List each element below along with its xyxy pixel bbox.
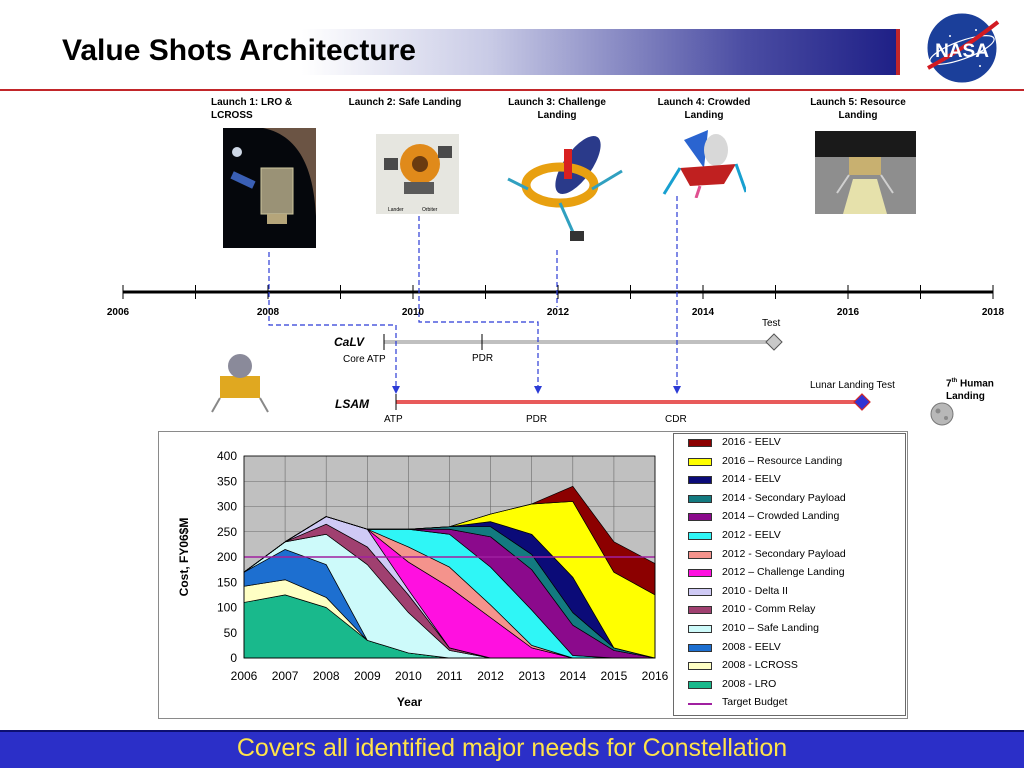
lsam-lander-icon bbox=[212, 354, 268, 412]
lsam-cdr-label: CDR bbox=[665, 414, 687, 425]
lsam-label: LSAM bbox=[335, 397, 369, 411]
legend-label: 2010 – Safe Landing bbox=[722, 622, 819, 634]
timeline-year-label: 2014 bbox=[691, 307, 715, 318]
legend-item bbox=[686, 454, 908, 472]
legend-item bbox=[686, 565, 908, 583]
legend-label: 2016 - EELV bbox=[722, 436, 781, 448]
nasa-logo-text: NASA bbox=[935, 41, 989, 62]
legend-item bbox=[686, 658, 908, 676]
legend-swatch bbox=[688, 458, 712, 466]
lsam-atp-label: ATP bbox=[384, 414, 403, 425]
legend-label: 2014 - EELV bbox=[722, 473, 781, 486]
legend-swatch bbox=[688, 606, 712, 614]
legend-item bbox=[686, 491, 908, 509]
calv-label: CaLV bbox=[334, 335, 365, 349]
timeline-year-label: 2008 bbox=[256, 307, 280, 318]
connector-arrowheads bbox=[392, 386, 681, 394]
y-tick-label: 300 bbox=[216, 499, 237, 514]
x-tick-label: 2015 bbox=[600, 669, 628, 683]
legend-swatch bbox=[688, 588, 712, 596]
y-tick-label: 0 bbox=[230, 651, 237, 665]
lsam-pdr-label: PDR bbox=[526, 414, 548, 425]
legend-swatch bbox=[688, 703, 712, 705]
legend-item bbox=[686, 602, 908, 620]
lsam-lunar-landing-test-label: Lunar Landing Test bbox=[810, 380, 895, 391]
launch-3-label: Launch 3: Challenge Landing bbox=[508, 97, 606, 121]
launch-1-label: Launch 1: LRO & LCROSS bbox=[211, 97, 293, 121]
y-tick-label: 250 bbox=[216, 524, 237, 539]
legend-swatch bbox=[688, 625, 712, 633]
connector-launch1-atp bbox=[269, 252, 396, 386]
legend-item bbox=[686, 509, 908, 527]
y-tick-label: 100 bbox=[216, 600, 237, 615]
legend-item bbox=[686, 640, 908, 658]
y-tick-label: 200 bbox=[216, 550, 237, 564]
legend-label: 2008 - EELV bbox=[722, 640, 781, 653]
calv-pdr-label: PDR bbox=[472, 353, 494, 364]
calv-test-diamond bbox=[766, 334, 782, 350]
caption-orbiter: Orbiter bbox=[422, 207, 438, 213]
human-landing-label bbox=[946, 375, 1016, 403]
caption-lander: Lander bbox=[388, 207, 404, 213]
calv-test-label: Test bbox=[762, 318, 781, 329]
legend-swatch bbox=[688, 569, 712, 577]
legend-label: 2016 – Resource Landing bbox=[722, 454, 843, 467]
y-tick-label: 400 bbox=[216, 449, 237, 463]
legend-swatch bbox=[688, 513, 712, 521]
legend-label: 2012 - EELV bbox=[722, 529, 781, 541]
legend-swatch bbox=[688, 644, 712, 652]
legend-swatch bbox=[688, 662, 712, 670]
legend-swatch bbox=[688, 681, 712, 689]
legend-swatch bbox=[688, 476, 712, 484]
timeline-year-label: 2010 bbox=[401, 307, 425, 318]
launch-4-label: Launch 4: Crowded Landing bbox=[657, 97, 751, 121]
moon-icon bbox=[931, 403, 953, 425]
x-tick-label: 2010 bbox=[395, 669, 422, 683]
launch-5-label: Launch 5: Resource Landing bbox=[810, 97, 906, 121]
x-tick-label: 2014 bbox=[559, 669, 587, 683]
legend-item bbox=[686, 547, 908, 565]
legend-swatch bbox=[688, 495, 712, 503]
x-tick-label: 2016 bbox=[641, 669, 669, 683]
footer-text: Covers all identified major needs for Constellation bbox=[236, 734, 788, 762]
calv-core-atp-label: Core ATP bbox=[343, 354, 386, 365]
human-landing-text: Human Landing bbox=[946, 378, 994, 403]
x-axis-title: Year bbox=[396, 695, 423, 709]
legend-item bbox=[686, 584, 908, 602]
y-axis-title: Cost, FY06$M bbox=[177, 517, 191, 597]
x-tick-label: 2006 bbox=[230, 669, 258, 683]
x-tick-label: 2009 bbox=[353, 669, 381, 683]
timeline-year-label: 2018 bbox=[981, 307, 1005, 318]
y-tick-label: 50 bbox=[223, 625, 237, 640]
timeline-year-label: 2006 bbox=[106, 307, 130, 318]
legend-label: 2014 – Crowded Landing bbox=[722, 510, 840, 523]
legend-label: 2012 – Challenge Landing bbox=[722, 566, 845, 579]
legend-swatch bbox=[688, 532, 712, 540]
legend-swatch bbox=[688, 551, 712, 559]
legend-label: 2010 - Delta II bbox=[722, 584, 788, 597]
legend-item bbox=[686, 435, 908, 453]
human-landing-ordinal-suffix: th bbox=[951, 378, 958, 384]
legend-item bbox=[686, 528, 908, 546]
legend-item bbox=[686, 695, 908, 713]
timeline-year-label: 2012 bbox=[546, 307, 570, 318]
legend-label: Target Budget bbox=[722, 696, 788, 709]
page-title: Value Shots Architecture bbox=[62, 34, 416, 67]
legend-item bbox=[686, 621, 908, 639]
legend-label: 2014 - Secondary Payload bbox=[722, 491, 846, 504]
x-tick-label: 2011 bbox=[436, 669, 463, 683]
legend-label: 2008 - LCROSS bbox=[722, 659, 798, 672]
x-tick-label: 2007 bbox=[271, 669, 299, 683]
y-tick-label: 150 bbox=[216, 575, 237, 590]
lsam-lunar-landing-diamond bbox=[854, 394, 870, 410]
legend-item bbox=[686, 472, 908, 490]
legend-label: 2012 - Secondary Payload bbox=[722, 547, 846, 560]
x-tick-label: 2013 bbox=[518, 669, 546, 683]
y-tick-label: 350 bbox=[216, 474, 237, 489]
timeline-year-label: 2016 bbox=[836, 307, 860, 318]
legend-label: 2008 - LRO bbox=[722, 677, 777, 690]
legend-swatch bbox=[688, 439, 712, 447]
cost-stacked-area-chart bbox=[158, 431, 673, 719]
legend-item bbox=[686, 677, 908, 695]
x-tick-label: 2008 bbox=[312, 669, 340, 683]
human-landing-ordinal: 7 bbox=[946, 378, 952, 390]
legend-label: 2010 - Comm Relay bbox=[722, 603, 816, 616]
launch-2-label: Launch 2: Safe Landing bbox=[348, 97, 462, 108]
x-tick-label: 2012 bbox=[477, 669, 504, 683]
